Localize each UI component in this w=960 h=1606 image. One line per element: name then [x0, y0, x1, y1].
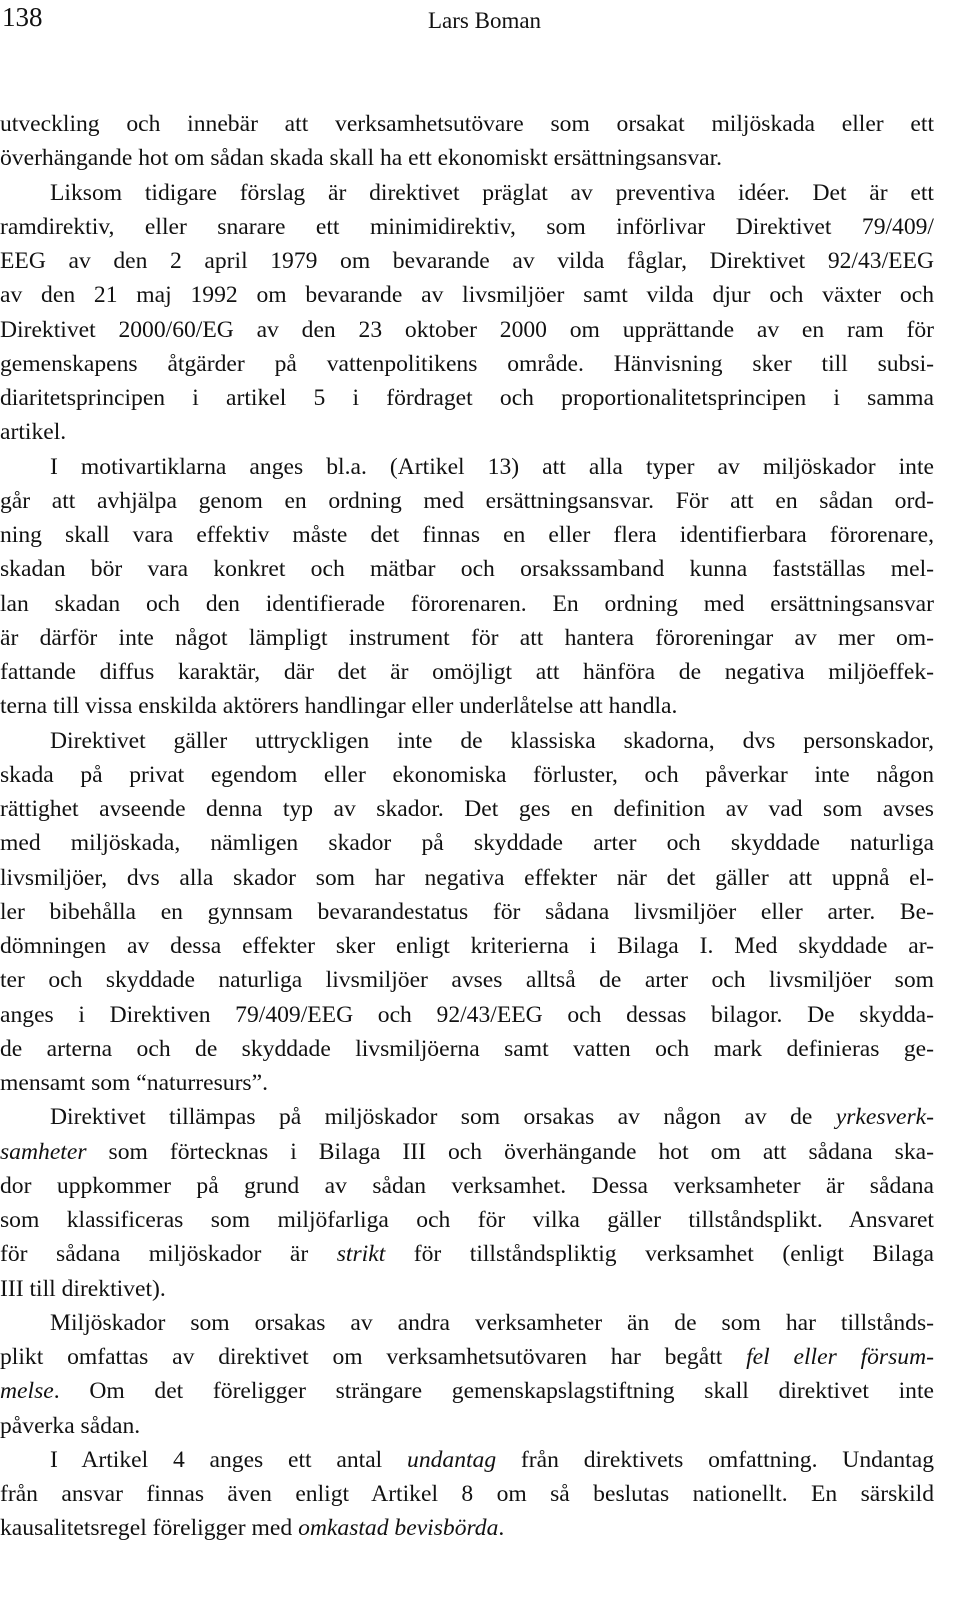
body-text — [0, 107, 934, 1546]
text-segment: plikt omfattas av direktivet om verksamhetsutövaren har begått — [0, 1344, 747, 1370]
italic-text: omkastad bevisbörda — [298, 1515, 499, 1542]
text-line — [0, 1374, 934, 1408]
italic-text: samheter — [0, 1138, 87, 1165]
text-segment: av den 21 maj 1992 om bevarande av livsmiljöer samt vilda djur och växter och — [0, 282, 934, 309]
text-line — [0, 1511, 934, 1545]
text-line — [0, 1237, 934, 1271]
text-segment: terna till vissa enskilda aktörers handlingar eller underlåtelse att handla. — [0, 693, 678, 720]
text-line — [0, 792, 934, 826]
text-line — [0, 1409, 934, 1443]
text-segment: ter och skyddade naturliga livsmiljöer avses alltså de arter och livsmiljöer som — [0, 967, 934, 994]
text-segment: påverka sådan. — [0, 1412, 141, 1439]
text-line — [0, 1443, 934, 1477]
text-line — [0, 552, 934, 586]
text-line — [0, 484, 934, 518]
text-line — [0, 895, 934, 929]
text-segment: EEG av den 2 april 1979 om bevarande av vilda fåglar, Direktivet 92/43/EEG — [0, 248, 934, 274]
text-segment: mensamt som “naturresurs”. — [0, 1070, 268, 1096]
text-segment: skadan bör vara konkret och mätbar och orsakssamband kunna fastställas mel- — [0, 556, 934, 583]
text-segment: gemenskapens åtgärder på vattenpolitikens område. Hänvisning sker till subsi- — [0, 350, 934, 377]
text-segment: kausalitetsregel föreligger med — [0, 1515, 299, 1542]
text-segment: de arterna och de skyddade livsmiljöerna samt vatten och mark definieras ge- — [0, 1035, 934, 1062]
text-segment: diaritetsprincipen i artikel 5 i fördraget och proportionalitetsprincipen i samma — [0, 385, 934, 411]
text-line — [0, 107, 934, 141]
text-line — [0, 1272, 934, 1306]
text-line — [0, 1203, 934, 1237]
running-head: Lars Boman — [428, 8, 542, 33]
text-line — [0, 826, 934, 860]
text-line — [0, 621, 934, 655]
text-segment: ramdirektiv, eller snarare ett minimidirektiv, som införlivar Direktivet 79/409/ — [0, 213, 934, 240]
text-segment: . Om det föreligger strängare gemenskapslagstiftning skall direktivet inte — [53, 1378, 934, 1405]
text-line — [0, 381, 934, 415]
text-line — [0, 278, 934, 312]
text-line — [0, 861, 934, 895]
text-line — [0, 1032, 934, 1066]
text-segment: från direktivets omfattning. Undantag — [496, 1446, 935, 1473]
italic-text: undantag — [407, 1446, 497, 1473]
italic-text: strikt — [336, 1241, 386, 1268]
text-line — [0, 1477, 934, 1511]
text-segment: med miljöskada, nämligen skador på skyddade arter och skyddade naturliga — [0, 830, 934, 857]
text-line — [0, 1066, 934, 1100]
text-segment: ler bibehålla en gynnsam bevarandestatus för sådana livsmiljöer eller arter. Be- — [0, 898, 934, 925]
text-line — [0, 587, 934, 621]
italic-text: melse — [0, 1378, 54, 1405]
text-segment: fattande diffus karaktär, där det är omöjligt att hänföra de negativa miljöeffek- — [0, 659, 934, 685]
text-line — [0, 998, 934, 1032]
text-line — [0, 724, 934, 758]
text-line — [0, 450, 934, 484]
text-segment: går att avhjälpa genom en ordning med ersättningsansvar. För att en sådan ord- — [0, 487, 934, 514]
text-line — [0, 689, 934, 723]
text-segment: rättighet avseende denna typ av skador. Det ges en definition av vad som avses — [0, 796, 934, 822]
text-line — [0, 415, 934, 449]
text-line — [0, 1340, 934, 1374]
text-line — [0, 210, 934, 244]
text-segment: dömningen av dessa effekter sker enligt kriterierna i Bilaga I. Med skyddade ar- — [0, 933, 934, 959]
text-segment: . — [498, 1515, 505, 1542]
text-line — [0, 313, 934, 347]
text-segment: som förtecknas i Bilaga III och överhängande hot om att sådana ska- — [86, 1138, 934, 1165]
text-segment: I motivartiklarna anges bl.a. (Artikel 13) att alla typer av miljöskador inte — [50, 453, 934, 480]
text-segment: utveckling och innebär att verksamhetsutövare som orsakat miljöskada eller ett — [0, 111, 934, 137]
text-line — [0, 929, 934, 963]
text-line — [0, 1306, 934, 1340]
italic-text: fel eller försum- — [746, 1344, 934, 1370]
text-segment: som klassificeras som miljöfarliga och för vilka gäller tillståndsplikt. Ansvaret — [0, 1207, 934, 1233]
text-line — [0, 141, 934, 175]
text-line — [0, 176, 934, 210]
text-line — [0, 1169, 934, 1203]
text-segment: III till direktivet). — [0, 1275, 166, 1302]
text-segment: ning skall vara effektiv måste det finnas en eller flera identifierbara förorenare, — [0, 522, 934, 548]
text-line — [0, 1100, 934, 1134]
text-segment: Liksom tidigare förslag är direktivet präglat av preventiva idéer. Det är ett — [50, 179, 934, 206]
page-number: 138 — [2, 2, 43, 32]
text-segment: Direktivet tillämpas på miljöskador som orsakas av någon av de — [50, 1104, 836, 1131]
text-segment: överhängande hot om sådan skada skall ha ett ekonomiskt ersättningsansvar. — [0, 145, 723, 172]
text-segment: från ansvar finnas även enligt Artikel 8 om så beslutas nationellt. En särskild — [0, 1481, 934, 1507]
text-line — [0, 758, 934, 792]
text-segment: för sådana miljöskador är — [0, 1241, 337, 1268]
text-segment: Direktivet 2000/60/EG av den 23 oktober 2000 om upprättande av en ram för — [0, 316, 934, 343]
text-segment: Direktivet gäller uttryckligen inte de klassiska skadorna, dvs personskador, — [50, 727, 934, 754]
text-segment: I Artikel 4 anges ett antal — [50, 1446, 408, 1473]
text-segment: anges i Direktiven 79/409/EEG och 92/43/EEG och dessas bilagor. De skydda- — [0, 1001, 934, 1028]
text-line — [0, 518, 934, 552]
text-segment: livsmiljöer, dvs alla skador som har negativa effekter när det gäller att uppnå el- — [0, 864, 934, 891]
text-segment: artikel. — [0, 419, 67, 446]
text-line — [0, 347, 934, 381]
text-segment: dor uppkommer på grund av sådan verksamhet. Dessa verksamheter är sådana — [0, 1172, 934, 1199]
text-segment: lan skadan och den identifierade förorenaren. En ordning med ersättningsansvar — [0, 590, 934, 617]
italic-text: yrkesverk- — [835, 1104, 934, 1131]
text-line — [0, 1135, 934, 1169]
text-segment: för tillståndspliktig verksamhet (enligt Bilaga — [385, 1241, 935, 1268]
text-line — [0, 963, 934, 997]
text-segment: är därför inte något lämpligt instrument för att hantera föroreningar av mer om- — [0, 624, 934, 651]
text-segment: skada på privat egendom eller ekonomiska förluster, och påverkar inte någon — [0, 761, 934, 788]
text-line — [0, 655, 934, 689]
text-line — [0, 244, 934, 278]
text-segment: Miljöskador som orsakas av andra verksamheter än de som har tillstånds- — [50, 1309, 934, 1336]
